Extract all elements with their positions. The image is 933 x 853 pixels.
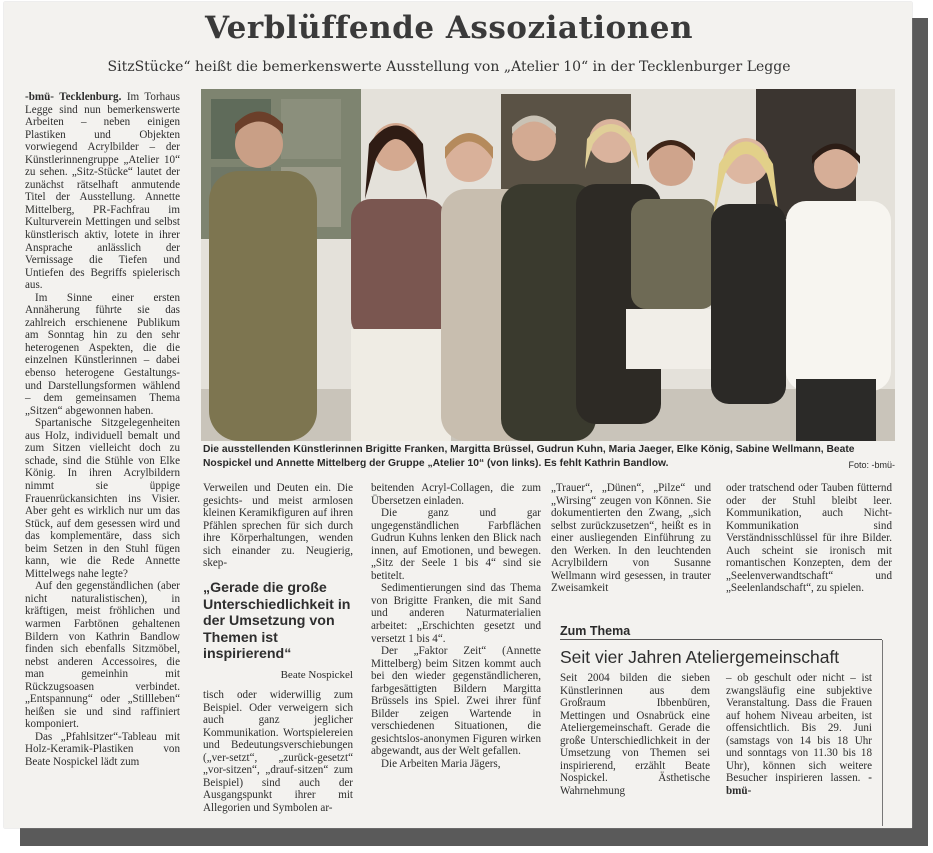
paragraph: oder tratschend oder Tauben fütternd oder der Stuhl bleibt leer. Kommunikation, auch Nicht-Kommunikation sind Verständnisschlüssel für ihre Bilder. Auch scheint sie ironisch mit romantischen Konzepten, dem der „Seelenverwandtschaft“ und „Seelenlandschaft“, zu spielen. xyxy=(726,482,892,595)
photo-credit: Foto: -bmü- xyxy=(848,459,895,470)
headline: Verblüffende Assoziationen xyxy=(204,10,694,46)
paragraph: Verweilen und Deuten ein. Die gesichts- und meist armlosen kleinen Keramikfiguren auf ihren Pfählen sprechen für sich durch ihre Körperhaltungen, wenden sich einander zu. Neugierig, skep- xyxy=(203,482,353,570)
photo-caption xyxy=(203,443,895,472)
dateline: -bmü- Tecklenburg. xyxy=(25,91,122,103)
paragraph: Im Sinne einer ersten Annäherung führte sie das zahlreich erschienene Publikum am Sonntag hin zu den sehr heterogenen Aspekten, die die einzelnen Künstlerinnen – dabei ebenso heterogene Gestaltungs- und Darstellungsformen wählend – dem gemeinsamen Thema „Sitzen“ abgewonnen haben. xyxy=(25,291,180,417)
article-column-4 xyxy=(551,482,711,595)
article-column-2 xyxy=(203,482,353,570)
signature: -bmü- xyxy=(726,772,872,797)
sidebar-column-right xyxy=(726,672,872,797)
paragraph: beitenden Acryl-Collagen, die zum Übersetzen einladen. xyxy=(371,482,541,507)
paragraph: tisch oder widerwillig zum Beispiel. Oder verweigern sich auch ganz jeglicher Kommunikation. Wortspielereien und Bedeutungsverschiebungen („ver-setzt“, „zurück-gesetzt“ „vor-sitzen“, „drauf-sitzen“ zum Beispiel) sind auch der Ausgangspunkt ihrer mit Allegorien und Symbolen ar- xyxy=(203,689,353,814)
paragraph: Die ganz und gar ungegenständlichen Farbflächen Gudrun Kuhns lenken den Blick nach innen, auf Emotionen, und bewegen. „Sitz der Seele 1 bis 4“ sind sie betitelt. xyxy=(371,507,541,582)
caption-text: Die ausstellenden Künstlerinnen Brigitte Franken, Margitta Brüssel, Gudrun Kuhn, Maria Jaeger, Elke König, Sabine Wellmann, Beate Nospickel und Annette Mittelberg der Gruppe „Atelier 10“ (von links). Es fehlt Kathrin Bandlow. xyxy=(203,444,855,469)
pull-quote-box xyxy=(203,580,353,681)
paragraph xyxy=(25,91,180,292)
photo-illustration xyxy=(201,89,895,441)
paragraph-text: Im Torhaus Legge sind nun bemerkenswerte Arbeiten – neben einigen Plastiken und Objekten vorwiegend Acrylbilder – der Künstlerinnengruppe „Atelier 10“ zu sehen. „Sitz-Stücke“ lautet der zunächst rätselhaft anmutende Titel der Ausstellung. Annette Mittelberg, PR-Fachfrau im Kulturverein Mettingen und selbst künstlerisch aktiv, lotete in ihrer Ansprache anlässlich der Vernissage die Tiefen und Untiefen des Begriffs spielerisch aus. xyxy=(25,91,180,292)
paragraph: Spartanische Sitzgelegenheiten aus Holz, individuell bemalt und zum Sitzen vielleicht doch zu schade, sind die Stühle von Elke König. In ihren Acrylbildern nimmt sie üppige Frauenrückansichten ins Visier. Aber geht es wirklich nur um das Stück, auf dem gesessen wird und das komplementäre, dass sich beim Setzen in den Stuhl fügen kann, wie die Rede Annette Mittelwegs nahe legte? xyxy=(25,417,180,580)
newspaper-clipping xyxy=(4,2,912,828)
paragraph: Der „Faktor Zeit“ (Annette Mittelberg) beim Sitzen kommt auch bei den wieder gegenständlicheren, farbgesättigten Bildern Margitta Brüssels ins Spiel. Zwei ihrer fünf Bilder zeigen Wartende in verschiedenen Situationen, die gesichtslos-anonymen Figuren wirken abgewandt, aus der Welt gefallen. xyxy=(371,645,541,758)
pull-quote-author: Beate Nospickel xyxy=(280,668,353,681)
sidebar-box xyxy=(560,640,883,826)
paragraph: „Trauer“, „Dünen“, „Pilze“ und „Wirsing“ zeugen von Können. Sie dokumentierten den Zwang, „sich selbst zurückzusetzen“, heißt es in einer ausliegenden Einführung zu den Werken. In den leuchtenden Acrylbildern von Susanne Wellmann wird gesessen, in trauter Zweisamkeit xyxy=(551,482,711,595)
paragraph: Seit 2004 bilden die sieben Künstlerinnen aus dem Großraum Ibbenbüren, Mettingen und Osnabrück eine Ateliergemeinschaft. Gerade die große Unterschiedlichkeit in der Umsetzung von Themen sei inspirierend, erzählt Beate Nospickel. Ästhetische Wahrnehmung xyxy=(560,672,710,797)
pull-quote: „Gerade die große Unterschiedlichkeit in der Umsetzung von Themen ist inspirierend“ xyxy=(203,580,351,662)
article-column-5 xyxy=(726,482,892,595)
article-column-1 xyxy=(25,91,180,769)
subheadline: SitzStücke“ heißt die bemerkenswerte Ausstellung von „Atelier 10“ in der Tecklenburger Legge xyxy=(107,59,791,75)
article-column-3 xyxy=(371,482,541,771)
paragraph xyxy=(726,672,872,797)
sidebar-column-left xyxy=(560,672,710,797)
paragraph: Sedimentierungen sind das Thema von Brigitte Franken, die mit Sand und anderen Naturmaterialien arbeitet: „Erschichten gesetzt und versetzt 1 bis 4“. xyxy=(371,582,541,645)
paragraph: Die Arbeiten Maria Jägers, xyxy=(381,758,501,771)
sidebar-title: Seit vier Jahren Ateliergemeinschaft xyxy=(560,647,840,667)
sidebar-label: Zum Thema xyxy=(560,624,882,640)
paragraph: Das „Pfahlsitzer“-Tableau mit Holz-Keramik-Plastiken von Beate Nospickel lädt zum xyxy=(25,730,180,768)
paragraph-text: – ob geschult oder nicht – ist zwangsläufig eine subjektive Veranstaltung. Dass die Frauen auf hohem Niveau arbeiten, ist offensichtlich. Bis 29. Juni (samstags von 14 bis 18 Uhr und sonntags von 11.30 bis 18 Uhr), können sich weitere Besucher inspirieren lassen. xyxy=(726,672,872,785)
group-photo xyxy=(201,89,895,441)
article-column-2-cont xyxy=(203,689,353,814)
paragraph: Auf den gegenständlichen (aber nicht naturalistischen), in kräftigen, meist fröhlichen und warmen Farbtönen gehaltenen Bildern von Kathrin Bandlow finden sich ebenfalls Sitzmöbel, nebst anderen Accessoires, die man gemeinhin mit Rückzugsoasen verbindet. „Entspannung“ oder „Stillleben“ heißen sie und sind raffiniert komponiert. xyxy=(25,580,180,731)
